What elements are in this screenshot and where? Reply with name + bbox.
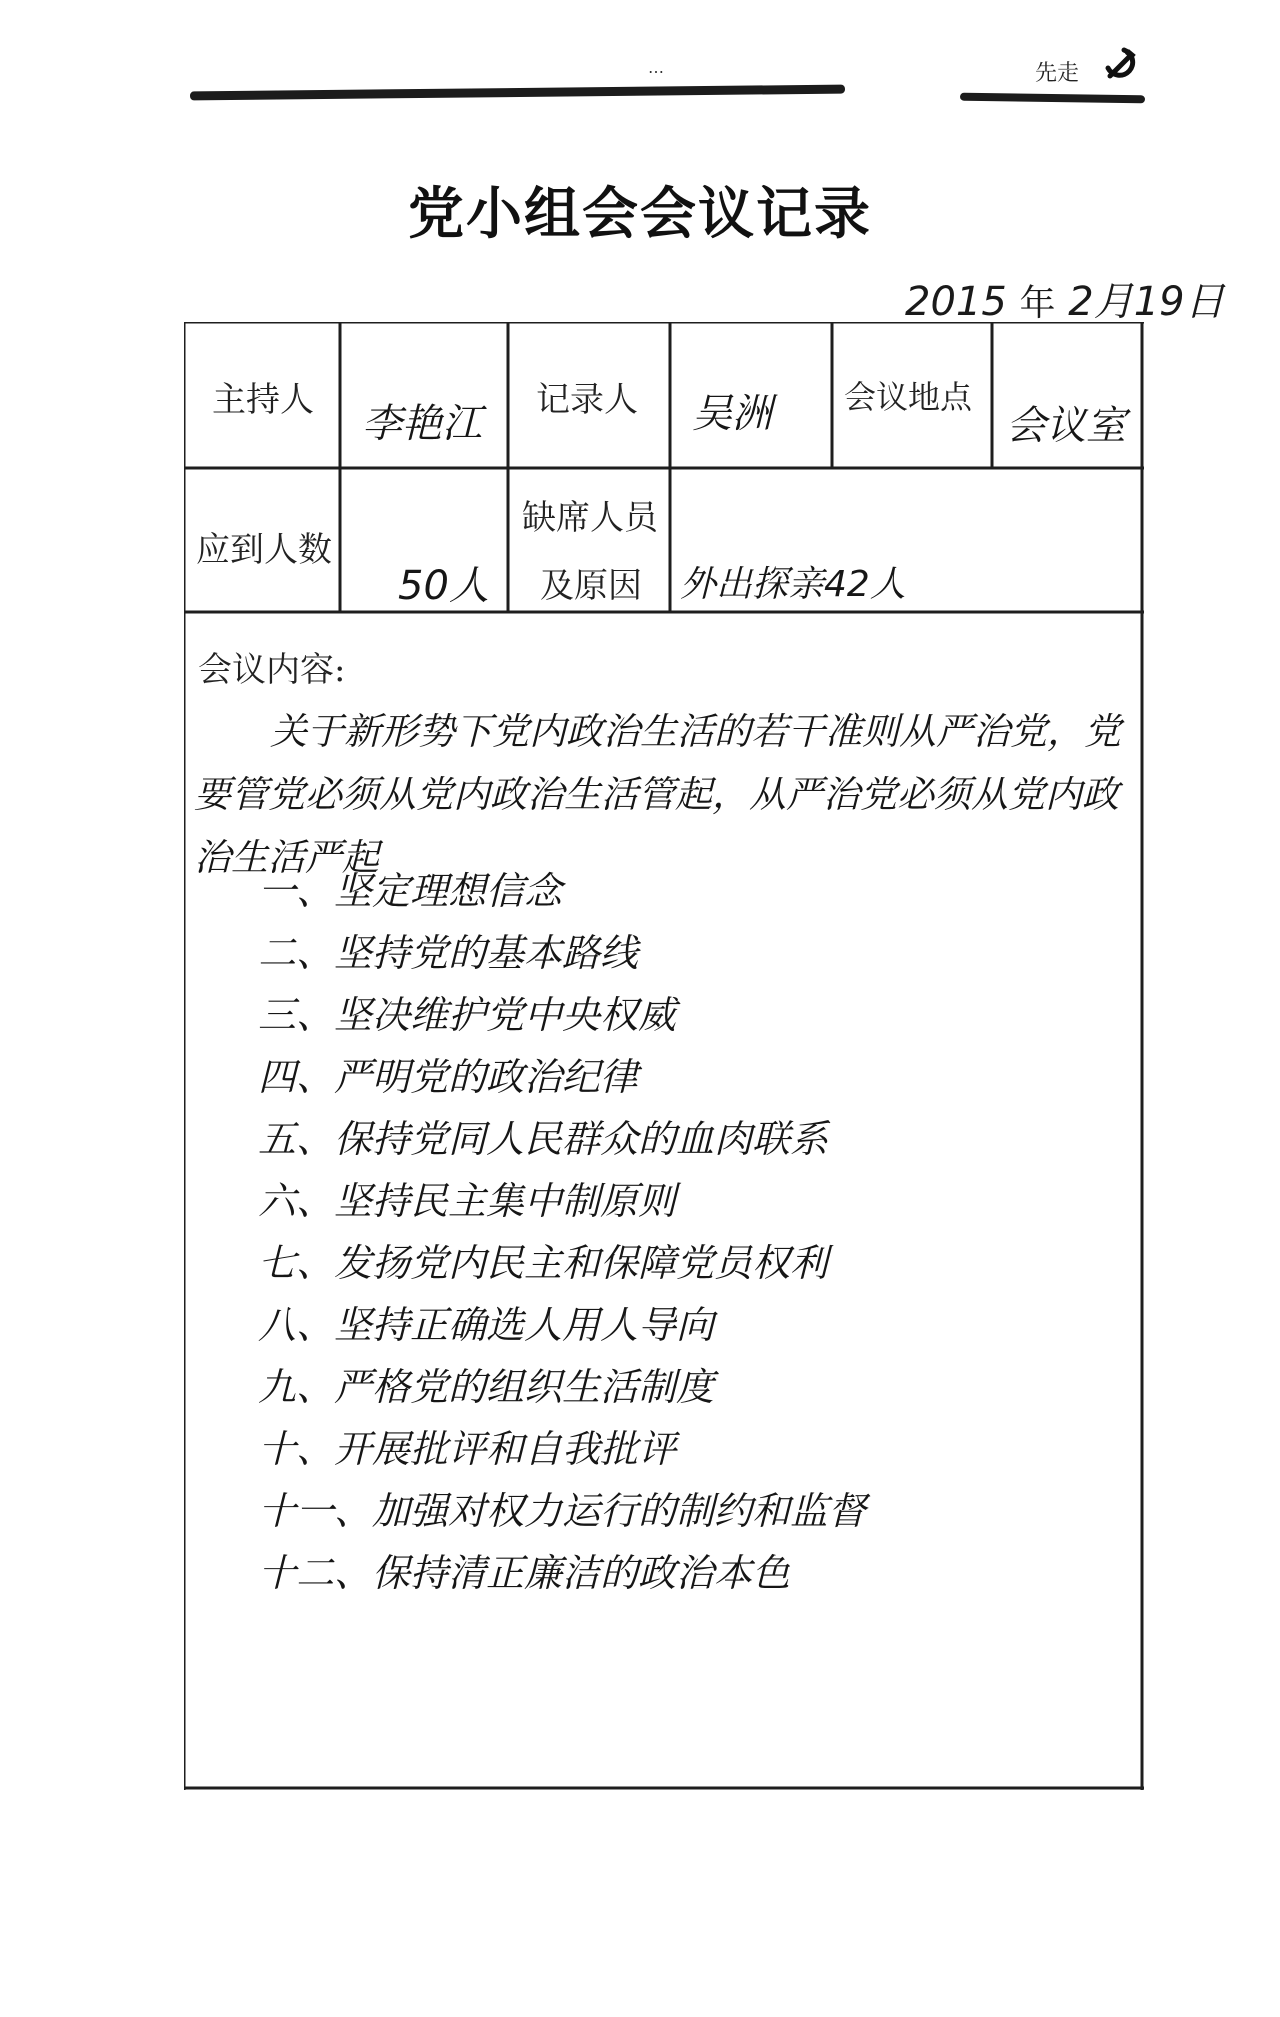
header-rule-left: [190, 85, 845, 101]
list-item: 三、坚决维护党中央权威: [258, 993, 677, 1037]
content-intro: 关于新形势下党内政治生活的若干准则从严治党，党要管党必须从党内政治生活管起，从严治党必须从党内政治生活严起: [194, 710, 1121, 879]
header-top-right-text: 先走: [1035, 61, 1080, 86]
list-item: 八、坚持正确选人用人导向: [258, 1303, 715, 1347]
content-label: 会议内容:: [198, 650, 346, 690]
list-item: 一、坚定理想信念: [258, 869, 563, 913]
list-item: 七、发扬党内民主和保障党员权利: [258, 1241, 829, 1285]
expected-count-value: 50人: [398, 563, 489, 609]
party-emblem-icon: [1104, 46, 1140, 82]
list-item: 二、坚持党的基本路线: [258, 931, 639, 975]
date-year-unit: 年: [1019, 283, 1056, 324]
list-item: 九、严格党的组织生活制度: [258, 1365, 715, 1409]
expected-count-label: 应到人数: [196, 530, 332, 570]
content-items: [258, 860, 866, 1604]
list-item: 五、保持党同人民群众的血肉联系: [258, 1117, 829, 1161]
location-label: 会议地点: [844, 378, 973, 416]
list-item: 十一、加强对权力运行的制约和监督: [258, 1489, 867, 1533]
header-rule-right: [960, 93, 1145, 104]
absent-label-line2: 及原因: [540, 566, 642, 606]
page-title: 党小组会会议记录: [408, 181, 872, 247]
recorder-value: 吴洲: [692, 391, 772, 437]
meeting-date: [905, 270, 1225, 327]
record-form: [184, 322, 1144, 1790]
date-year: 2015: [905, 279, 1007, 325]
recorder-label: 记录人: [536, 380, 638, 420]
header-top-mid-text: …: [648, 58, 664, 77]
host-label: 主持人: [212, 380, 314, 420]
absent-label-line1: 缺席人员: [522, 498, 658, 538]
date-month-day: 2月19日: [1068, 279, 1225, 325]
list-item: 十二、保持清正廉洁的政治本色: [258, 1551, 791, 1595]
list-item: 四、严明党的政治纪律: [258, 1055, 639, 1099]
absent-value: 外出探亲42人: [680, 564, 906, 605]
list-item: 六、坚持民主集中制原则: [258, 1179, 677, 1223]
host-value: 李艳江: [362, 401, 482, 447]
list-item: 十、开展批评和自我批评: [258, 1427, 677, 1471]
location-value: 会议室: [1006, 403, 1126, 449]
